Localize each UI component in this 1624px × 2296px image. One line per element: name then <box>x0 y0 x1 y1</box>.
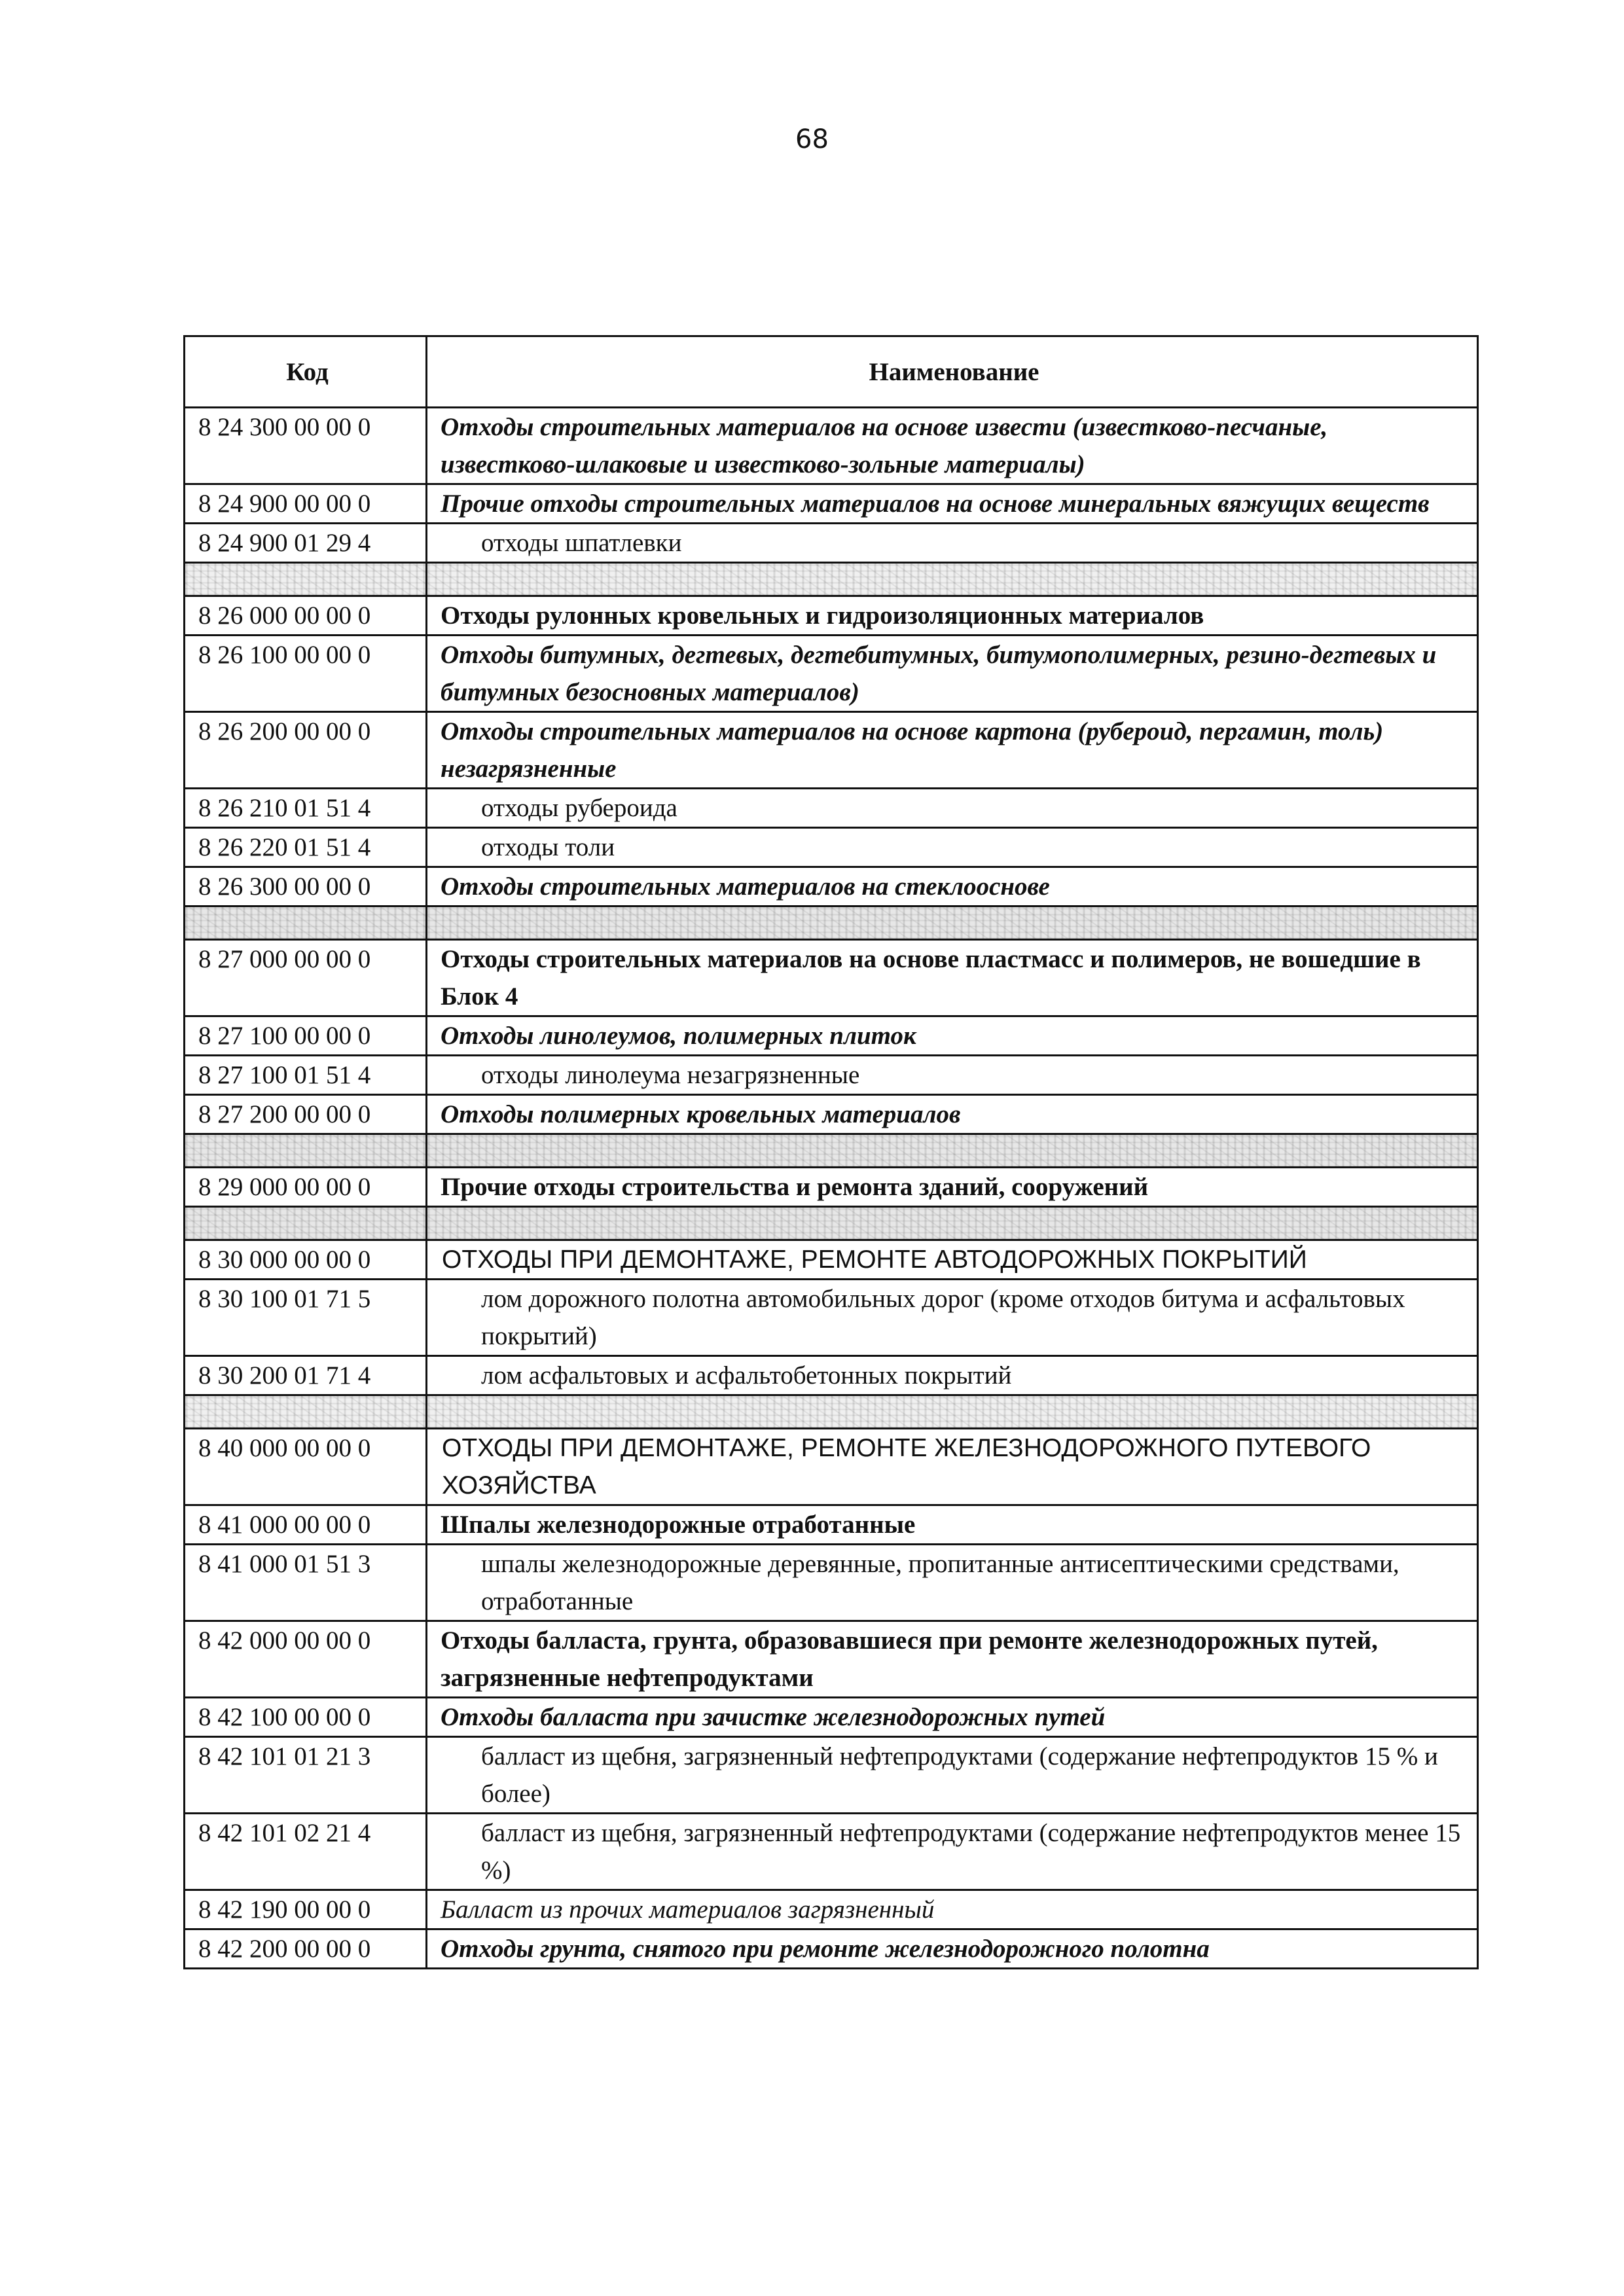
separator-row <box>185 563 1478 596</box>
table-row <box>185 1280 1478 1356</box>
code-cell: 8 26 000 00 00 0 <box>185 596 427 636</box>
name-cell: лом дорожного полотна автомобильных дорог (кроме отходов битума и асфальтовых покрытий) <box>427 1280 1478 1356</box>
separator-cell <box>185 906 427 940</box>
name-cell: отходы рубероида <box>427 789 1478 828</box>
table-row <box>185 408 1478 484</box>
table-row <box>185 1168 1478 1207</box>
code-cell: 8 41 000 01 51 3 <box>185 1545 427 1621</box>
table-row <box>185 1240 1478 1280</box>
name-cell: Прочие отходы строительства и ремонта зданий, сооружений <box>427 1168 1478 1207</box>
name-cell: Отходы полимерных кровельных материалов <box>427 1095 1478 1134</box>
name-cell: Прочие отходы строительных материалов на основе минеральных вяжущих веществ <box>427 484 1478 524</box>
name-cell: балласт из щебня, загрязненный нефтепродуктами (содержание нефтепродуктов менее 15 %) <box>427 1814 1478 1890</box>
table-row <box>185 1429 1478 1505</box>
code-cell: 8 29 000 00 00 0 <box>185 1168 427 1207</box>
table-row <box>185 867 1478 906</box>
name-cell: отходы шпатлевки <box>427 524 1478 563</box>
table-row <box>185 1698 1478 1737</box>
separator-cell <box>427 563 1478 596</box>
table-row <box>185 1929 1478 1969</box>
name-cell: Отходы строительных материалов на основе картона (рубероид, пергамин, толь) незагрязненные <box>427 712 1478 789</box>
name-cell: Шпалы железнодорожные отработанные <box>427 1505 1478 1545</box>
table-row <box>185 828 1478 867</box>
table-row <box>185 636 1478 712</box>
name-cell: Отходы балласта, грунта, образовавшиеся при ремонте железнодорожных путей, загрязненные нефтепродуктами <box>427 1621 1478 1698</box>
code-cell: 8 24 900 01 29 4 <box>185 524 427 563</box>
table-row <box>185 1545 1478 1621</box>
table-row <box>185 940 1478 1016</box>
name-cell: отходы линолеума незагрязненные <box>427 1056 1478 1095</box>
code-cell: 8 42 101 01 21 3 <box>185 1737 427 1814</box>
name-cell: Отходы рулонных кровельных и гидроизоляционных материалов <box>427 596 1478 636</box>
separator-cell <box>185 563 427 596</box>
waste-codes-table <box>183 335 1479 1969</box>
code-cell: 8 24 300 00 00 0 <box>185 408 427 484</box>
name-cell: балласт из щебня, загрязненный нефтепродуктами (содержание нефтепродуктов 15 % и более) <box>427 1737 1478 1814</box>
table-row <box>185 1814 1478 1890</box>
name-cell: отходы толи <box>427 828 1478 867</box>
code-cell: 8 42 101 02 21 4 <box>185 1814 427 1890</box>
separator-cell <box>427 1134 1478 1168</box>
code-cell: 8 27 100 00 00 0 <box>185 1016 427 1056</box>
code-cell: 8 40 000 00 00 0 <box>185 1429 427 1505</box>
table-row <box>185 1737 1478 1814</box>
code-cell: 8 26 220 01 51 4 <box>185 828 427 867</box>
separator-cell <box>185 1134 427 1168</box>
table-row <box>185 1095 1478 1134</box>
name-cell: Отходы строительных материалов на основе пластмасс и полимеров, не вошедшие в Блок 4 <box>427 940 1478 1016</box>
table-header-row <box>185 336 1478 408</box>
separator-cell <box>427 1207 1478 1240</box>
code-cell: 8 27 000 00 00 0 <box>185 940 427 1016</box>
table-row <box>185 1356 1478 1395</box>
code-cell: 8 42 190 00 00 0 <box>185 1890 427 1929</box>
name-cell: Отходы грунта, снятого при ремонте железнодорожного полотна <box>427 1929 1478 1969</box>
name-cell: Отходы балласта при зачистке железнодорожных путей <box>427 1698 1478 1737</box>
code-cell: 8 26 210 01 51 4 <box>185 789 427 828</box>
separator-cell <box>185 1207 427 1240</box>
name-cell: Отходы строительных материалов на стеклооснове <box>427 867 1478 906</box>
name-cell: Балласт из прочих материалов загрязненный <box>427 1890 1478 1929</box>
table-row <box>185 1621 1478 1698</box>
table-row <box>185 596 1478 636</box>
name-cell: шпалы железнодорожные деревянные, пропитанные антисептическими средствами, отработанные <box>427 1545 1478 1621</box>
code-cell: 8 42 100 00 00 0 <box>185 1698 427 1737</box>
code-cell: 8 26 200 00 00 0 <box>185 712 427 789</box>
table-row <box>185 1505 1478 1545</box>
name-cell: Отходы битумных, дегтевых, дегтебитумных, битумополимерных, резино-дегтевых и битумных безосновных материалов) <box>427 636 1478 712</box>
name-cell: лом асфальтовых и асфальтобетонных покрытий <box>427 1356 1478 1395</box>
header-code: Код <box>185 336 427 408</box>
name-cell: ОТХОДЫ ПРИ ДЕМОНТАЖЕ, РЕМОНТЕ ЖЕЛЕЗНОДОРОЖНОГО ПУТЕВОГО ХОЗЯЙСТВА <box>427 1429 1478 1505</box>
separator-row <box>185 906 1478 940</box>
name-cell: Отходы строительных материалов на основе извести (известково-песчаные, известково-шлаковые и известково-зольные материалы) <box>427 408 1478 484</box>
code-cell: 8 27 100 01 51 4 <box>185 1056 427 1095</box>
table-row <box>185 524 1478 563</box>
table-row <box>185 1890 1478 1929</box>
table-row <box>185 712 1478 789</box>
separator-cell <box>185 1395 427 1429</box>
code-cell: 8 41 000 00 00 0 <box>185 1505 427 1545</box>
table-row <box>185 1016 1478 1056</box>
table-row <box>185 789 1478 828</box>
code-cell: 8 27 200 00 00 0 <box>185 1095 427 1134</box>
separator-cell <box>427 1395 1478 1429</box>
table-body <box>185 408 1478 1969</box>
code-cell: 8 42 200 00 00 0 <box>185 1929 427 1969</box>
code-cell: 8 30 100 01 71 5 <box>185 1280 427 1356</box>
separator-row <box>185 1207 1478 1240</box>
code-cell: 8 30 200 01 71 4 <box>185 1356 427 1395</box>
code-cell: 8 24 900 00 00 0 <box>185 484 427 524</box>
name-cell: ОТХОДЫ ПРИ ДЕМОНТАЖЕ, РЕМОНТЕ АВТОДОРОЖНЫХ ПОКРЫТИЙ <box>427 1240 1478 1280</box>
separator-row <box>185 1134 1478 1168</box>
table-row <box>185 1056 1478 1095</box>
separator-row <box>185 1395 1478 1429</box>
code-cell: 8 26 100 00 00 0 <box>185 636 427 712</box>
code-cell: 8 26 300 00 00 0 <box>185 867 427 906</box>
code-cell: 8 30 000 00 00 0 <box>185 1240 427 1280</box>
page-number: 68 <box>795 124 829 154</box>
separator-cell <box>427 906 1478 940</box>
table-row <box>185 484 1478 524</box>
header-name: Наименование <box>427 336 1478 408</box>
name-cell: Отходы линолеумов, полимерных плиток <box>427 1016 1478 1056</box>
code-cell: 8 42 000 00 00 0 <box>185 1621 427 1698</box>
